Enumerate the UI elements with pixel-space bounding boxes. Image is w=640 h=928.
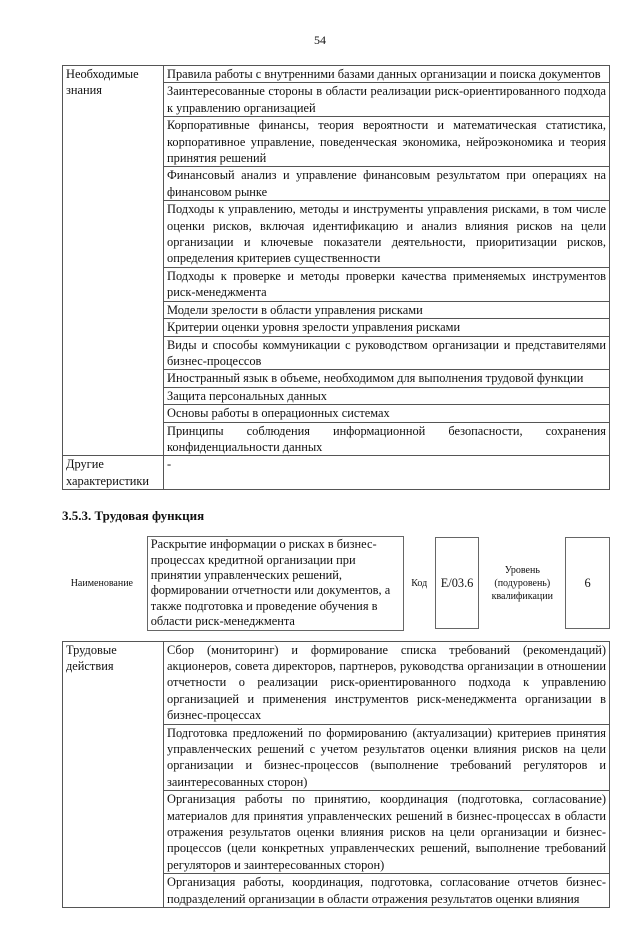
row-text: Подходы к управлению, методы и инструменты управления рисками, в том числе оценки рисков, включая идентификацию и анализ влияния рисков на цели организации и ключевые показатели деятельности, приоритизации рисков, определения критериев существенности [164,201,610,268]
knowledge-table [62,65,610,490]
row-text: Защита персональных данных [164,387,610,404]
row-text: Корпоративные финансы, теория вероятности и математическая статистика, корпоративное управление, поведенческая экономика, нейроэкономика и теория принятия решений [164,117,610,167]
row-text: Основы работы в операционных системах [164,405,610,422]
row-text: Виды и способы коммуникации с руководством организации и представителями бизнес-процессов [164,336,610,370]
level-label: Уровень (подуровень) квалификации [491,564,553,602]
table-row [63,66,610,83]
section-heading: 3.5.3. Трудовая функция [62,508,205,524]
name-label: Наименование [70,577,133,589]
function-header [62,536,610,630]
row-text: Принципы соблюдения информационной безопасности, сохранения конфиденциальности данных [164,422,610,456]
row-text: Заинтересованные стороны в области реализации риск-ориентированного подхода к управлению организацией [164,83,610,117]
code-value: E/03.6 [435,537,480,629]
row-label: Необходимые знания [63,66,164,456]
page-number: 54 [314,33,326,47]
row-text: Организация работы по принятию, координация (подготовка, согласование) материалов для принятия управленческих решений в бизнес-процессах в области отражения результатов оценки влияния рисков на цели организации и бизнес-процессов (цели конкретных управленческих решений, выполнение требований регуляторов и заинтересованных сторон) [164,791,610,874]
row-text: Модели зрелости в области управления рисками [164,301,610,318]
row-text: Иностранный язык в объеме, необходимом для выполнения трудовой функции [164,370,610,387]
row-text: Сбор (мониторинг) и формирование списка требований (рекомендаций) акционеров, совета директоров, партнеров, руководства организации в отношении отчетности о реализации риск-ориентированного подхода к управлению организацией и применения инструментов риск-менеджмента организации в бизнес-процессах [164,641,610,724]
table-row [63,456,610,490]
row-label: Трудовые действия [63,641,164,908]
row-text: Критерии оценки уровня зрелости управления рисками [164,319,610,336]
row-text: Подходы к проверке и методы проверки качества применяемых инструментов риск-менеджмента [164,267,610,301]
actions-table [62,641,610,909]
row-text: Подготовка предложений по формированию (актуализации) критериев принятия управленческих решений с учетом результатов оценки влияния рисков на цели организации и бизнес-процессов (выполнение требований регуляторов и заинтересованных сторон) [164,724,610,791]
row-text: Правила работы с внутренними базами данных организации и поиска документов [164,66,610,83]
level-value: 6 [565,537,610,629]
row-text: - [164,456,610,490]
table-row [63,641,610,724]
name-value: Раскрытие информации о рисках в бизнес-процессах кредитной организации при принятии управленческих решений, формировании отчетности или документов, а также подготовка и проведение обучения в области риск-менеджмента [147,536,404,630]
row-label: Другие характеристики [63,456,164,490]
row-text: Финансовый анализ и управление финансовым результатом при операциях на финансовом рынке [164,167,610,201]
code-label: Код [411,577,428,589]
row-text: Организация работы, координация, подготовка, согласование отчетов бизнес-подразделений организации в области отражения результатов оценки влияния [164,874,610,908]
